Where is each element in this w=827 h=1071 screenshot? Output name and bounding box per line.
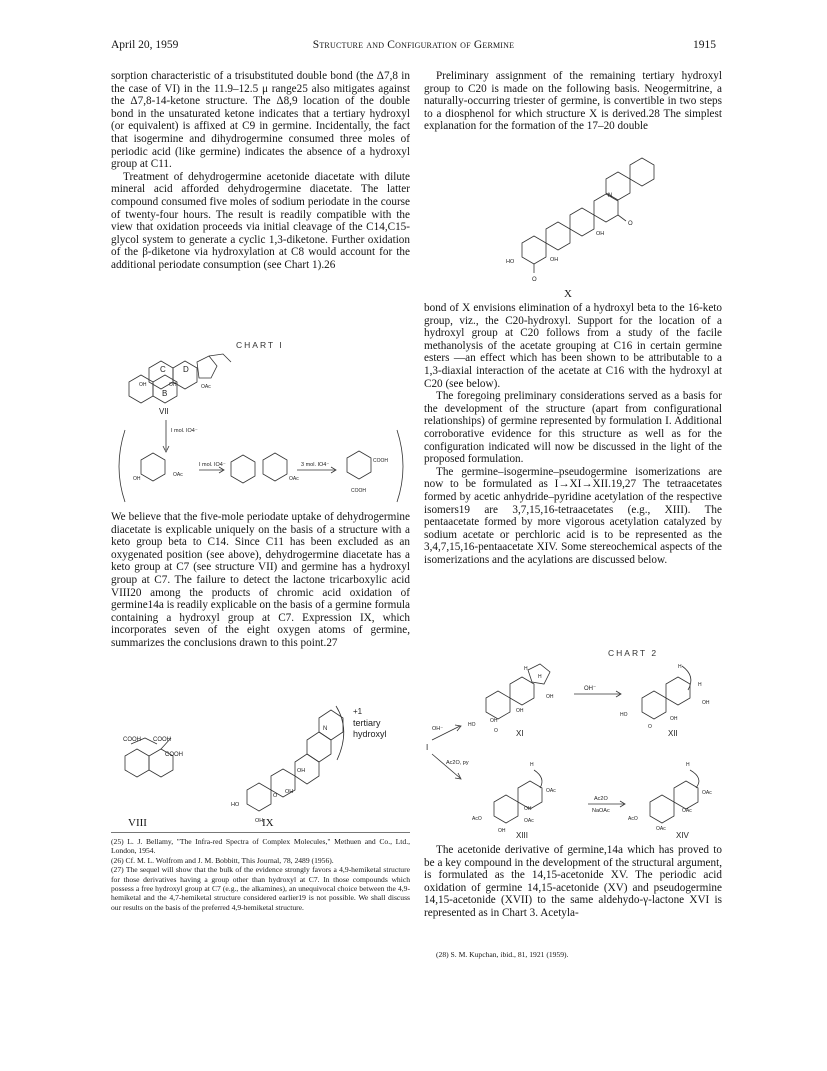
footnote-right: (28) S. M. Kupchan, ibid., 81, 1921 (1959).: [436, 950, 569, 959]
oh-label: OH: [285, 789, 294, 795]
reagent-oh-minus: OH⁻: [432, 726, 444, 732]
h-label: H: [678, 664, 682, 670]
structure-label-xiii: XIII: [516, 831, 529, 840]
arrow-reagent: I mol. IO4⁻: [199, 462, 226, 468]
oh-label: OH: [133, 476, 141, 482]
oh-label: OH: [490, 718, 498, 724]
reagent-ac2o-py: Ac2O, py: [446, 760, 469, 766]
paragraph: sorption characteristic of a trisubstituted double bond (the Δ7,8 in the case of VI) in the 11.9–12.5 μ range25 also mitigates against the Δ7,8-14-ketone structure. The Δ8,9 location of the double bond in the unsaturated ketone indicates that a tertiary hydroxyl (or equivalent) is affixed at C9 in germine. Incidentally, the fact that isogermine and dihydrogermine consumed three moles of periodic acid (like germine) indicates the absence of a hydroxyl group at C11.: [111, 70, 410, 171]
arrow-reagent: I mol. IO4⁻: [171, 428, 198, 434]
h-label: H: [698, 682, 702, 688]
right-column-top: [424, 70, 722, 133]
note-plus: +1: [353, 707, 363, 716]
paragraph: Treatment of dehydrogermine acetonide diacetate with dilute mineral acid afforded dehydrogermine diacetate. The latter compound consumed five moles of sodium periodate in the course of twenty-four hours. The result is readily compatible with the view that oxidation proceeds via initial cleavage of the C14,C15-glycol system to generate a cyclic 1,3-diketone. Further oxidation of the β-diketone via hydroxylation at C8 would account for the additional periodate consumption (see Chart 1).26: [111, 170, 410, 271]
cooh-label: COOH: [153, 737, 171, 743]
structure-label-vii: VII: [159, 407, 169, 416]
structure-label-i: I: [426, 743, 429, 752]
n-label: N: [323, 726, 328, 732]
footnote: (26) Cf. M. L. Wolfrom and J. M. Bobbitt, This Journal, 78, 2489 (1956).: [111, 855, 334, 865]
oh-label: OH: [596, 231, 605, 237]
page-number: 1915: [693, 39, 716, 51]
o-label: O: [628, 221, 633, 227]
note-hydroxyl: hydroxyl: [353, 729, 387, 739]
footnotes: [111, 837, 410, 912]
h-label: H: [530, 762, 534, 768]
o-label: O: [648, 724, 652, 730]
arrow-reagent: 3 mol. IO4⁻: [301, 462, 330, 468]
footnote-divider: [111, 832, 410, 833]
structure-label-xiv: XIV: [676, 831, 689, 840]
oh-label: OH: [670, 716, 678, 722]
running-header-title: Structure and Configuration of Germine: [312, 39, 515, 51]
oh-label: OH: [702, 700, 710, 706]
o-label: O: [273, 793, 278, 799]
ho-label: HO: [620, 712, 628, 718]
oh-label: OH: [546, 694, 554, 700]
paragraph: Preliminary assignment of the remaining tertiary hydroxyl group to C20 is made on the following basis. Neogermitrine, a naturally-occurring triester of germine, is convertible in two steps to a diosphenol for which structure X is derived.28 The simplest explanation for the formation of the 17–20 double: [424, 70, 722, 133]
oh-label: OH: [498, 828, 506, 834]
oac-label: OAc: [524, 818, 534, 824]
structure-label-ix: IX: [262, 817, 274, 829]
ring-label-c: C: [160, 365, 166, 374]
oac-label: OAc: [201, 384, 211, 390]
left-column-bottom: [111, 511, 410, 650]
aco-label: AcO: [628, 816, 638, 822]
cooh-label: COOH: [373, 458, 388, 464]
right-column-bottom: [424, 844, 722, 920]
ho-label: HO: [506, 259, 515, 265]
aco-label: AcO: [472, 816, 482, 822]
o-label: O: [532, 277, 537, 283]
note-tertiary: tertiary: [353, 718, 381, 728]
footnote: (25) L. J. Bellamy, "The Infra-red Spectra of Complex Molecules," Methuen and Co., Ltd., London, 1954.: [111, 837, 410, 856]
oac-label: OAc: [546, 788, 556, 794]
ring-label-d: D: [183, 365, 189, 374]
h-label: H: [538, 674, 542, 680]
cooh-label: COOH: [351, 488, 366, 494]
paragraph: The germine–isogermine–pseudogermine isomerizations are now to be formulated as I→XI→XII.19,27 The tetraacetates formed by acetic anhydride–pyridine acetylation of the respective isomers19 are 3,7,15,16-tetraacetates (e.g., XIII). The pentaacetate formed by more vigorous acetylation catalyzed by sodium acetate or perchloric acid is to be represented as the 3,4,7,15,16-pentaacetate XIV. Some stereochemical aspects of the isomerizations and the acylations are discussed below.: [424, 465, 722, 566]
structure-x: [480, 155, 690, 285]
h-label: H: [686, 762, 690, 768]
oh-label: OH: [524, 806, 532, 812]
chart-2-label: CHART 2: [608, 648, 659, 658]
chart-1-scheme: [111, 352, 411, 507]
paragraph: We believe that the five-mole periodate uptake of dehydrogermine diacetate is explicable uniquely on the basis of a structure with a keto group beta to C14. Since C11 has been excluded as an oxygenated position (see above), dehydrogermine diacetate has a keto group at C7 (see structure VII) and germine has a hydroxyl group at C7. The failure to detect the lactone tricarboxylic acid VIII20 among the products of chromic acid oxidation of germine14a is readily explicable on the basis of a germine formula containing a hydroxyl group at C7. Expression IX, which incorporates seven of the eight oxygen atoms of germine, summarizes the conclusions drawn to this point.27: [111, 511, 410, 649]
oac-label: OAc: [173, 472, 183, 478]
chart-1-label: CHART I: [236, 340, 284, 350]
figure-viii-ix: [111, 700, 411, 828]
oac-label: OAc: [289, 476, 299, 482]
reagent-ac2o: Ac2O: [594, 796, 608, 802]
o-label: O: [494, 728, 498, 734]
paragraph: The foregoing preliminary considerations served as a basis for the development of the structure (apart from configurational relationships) of germine represented by formulation I. Additional corroborative evidence for this structure as well as for the configuration indicated will now be discussed in the light of the proposed formulation.: [424, 390, 722, 466]
reagent-naoac: NaOAc: [592, 808, 610, 814]
footnote: (27) The sequel will show that the bulk of the evidence strongly favors a 4,9-hemiketal structure for those derivatives having a group other than hydroxyl at C7. In those compounds which possess a free hydroxyl group at C7 (e.g., the alkamines), an unequivocal choice between the 4,9-hemiketal and the 4,7-hemiketal structure considered earlier19 is not possible. We shall discuss our results on the basis of the preferred 4,9-hemiketal structure.: [111, 865, 410, 912]
structure-label-xii: XII: [668, 729, 678, 738]
h-label: H: [524, 666, 528, 672]
right-column-middle: [424, 302, 722, 566]
oh-label: OH: [550, 257, 559, 263]
reagent-oh-minus: OH⁻: [584, 686, 597, 692]
structure-label-viii: VIII: [128, 817, 147, 829]
oh-label: OH: [255, 818, 264, 824]
paragraph: The acetonide derivative of germine,14a which has proved to be a key compound in the development of the structural argument, is formulated as the 14,15-acetonide XV. The periodic acid oxidation of germine 14,15-acetonide (XV) and pseudogermine 14,15-acetonide (XVII) to the same aldehydo-γ-lactone XVI is represented as in Chart 3. Acetyla-: [424, 844, 722, 919]
running-header-date: April 20, 1959: [111, 39, 179, 51]
n-label: N: [608, 193, 613, 199]
chart-2-scheme: [420, 660, 720, 840]
oh-label: OH: [169, 382, 177, 388]
paragraph: bond of X envisions elimination of a hydroxyl beta to the 16-keto group, viz., the C20-hydroxyl. Support for the location of a hydroxyl group at C20 follows from a study of the facile methanolysis of the acetate grouping at C16 in certain germine esters —an effect which has been shown to be attributable to a 1,3-diaxial interaction of the acetate at C16 with the hydroxyl at C20 (see below).: [424, 302, 722, 390]
structure-label-xi: XI: [516, 729, 524, 738]
oh-label: OH: [139, 382, 147, 388]
oh-label: OH: [516, 708, 524, 714]
cooh-label: COOH: [123, 737, 141, 743]
left-column-top: [111, 70, 410, 272]
structure-label-x: X: [564, 288, 572, 300]
oac-label: OAc: [702, 790, 712, 796]
cooh-label: COOH: [165, 752, 183, 758]
ho-label: HO: [231, 802, 240, 808]
oac-label: OAc: [682, 808, 692, 814]
oac-label: OAc: [656, 826, 666, 832]
ho-label: HO: [468, 722, 476, 728]
oh-label: OH: [297, 768, 306, 774]
ring-label-b: B: [162, 389, 168, 398]
